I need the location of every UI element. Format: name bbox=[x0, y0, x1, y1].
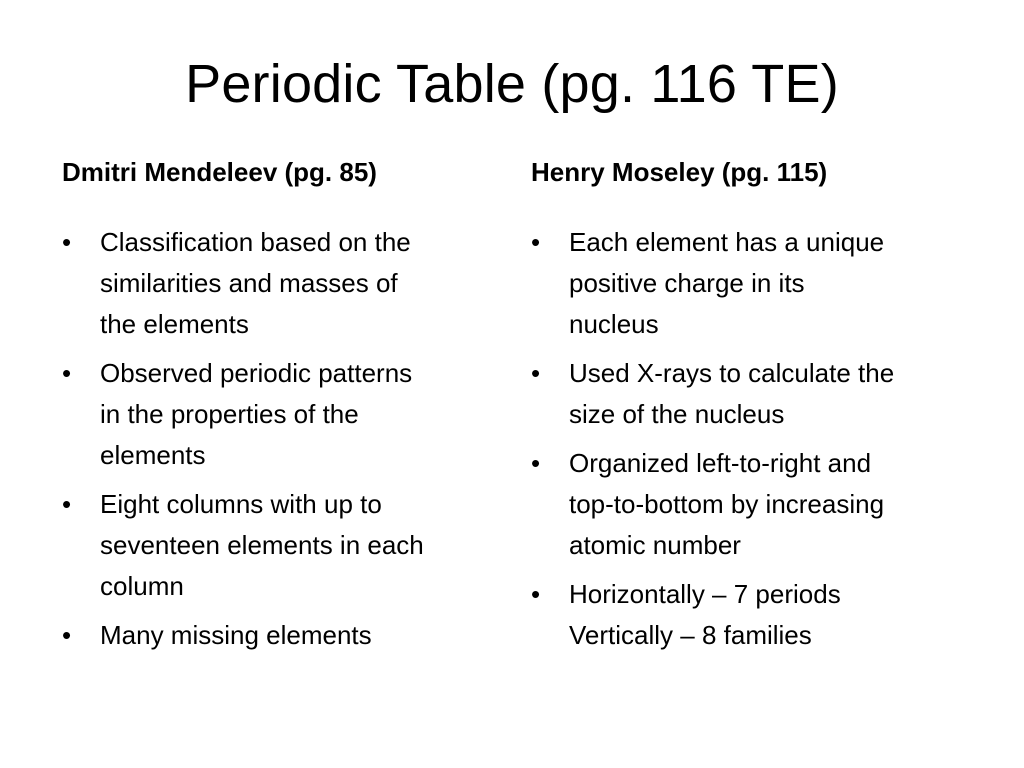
bullet-dot-icon: • bbox=[531, 358, 541, 388]
bullet-line: nucleus bbox=[569, 309, 659, 339]
bullet-dot-icon: • bbox=[62, 620, 72, 650]
left-column-heading: Dmitri Mendeleev (pg. 85) bbox=[62, 157, 377, 187]
bullet-line: in the properties of the bbox=[100, 399, 359, 429]
bullet-line: atomic number bbox=[569, 530, 741, 560]
bullet-dot-icon: • bbox=[62, 227, 72, 257]
right-bullet-4 bbox=[531, 574, 971, 656]
left-bullet-1 bbox=[62, 222, 502, 345]
left-bullet-2 bbox=[62, 353, 502, 476]
bullet-line: Horizontally – 7 periods bbox=[569, 579, 841, 609]
right-bullet-1 bbox=[531, 222, 971, 345]
right-bullet-list bbox=[531, 222, 971, 656]
bullet-line: top-to-bottom by increasing bbox=[569, 489, 885, 519]
bullet-text bbox=[100, 222, 502, 345]
bullet-text bbox=[569, 574, 971, 656]
bullet-line: Eight columns with up to bbox=[100, 489, 382, 519]
left-column bbox=[62, 152, 502, 664]
bullet-text bbox=[569, 443, 971, 566]
bullet-line: Used X-rays to calculate the bbox=[569, 358, 895, 388]
bullet-dot-icon: • bbox=[62, 358, 72, 388]
right-column-heading: Henry Moseley (pg. 115) bbox=[531, 157, 828, 187]
bullet-text bbox=[569, 222, 971, 345]
bullet-line: elements bbox=[100, 440, 206, 470]
bullet-line: the elements bbox=[100, 309, 249, 339]
bullet-dot-icon: • bbox=[531, 579, 541, 609]
right-column bbox=[531, 152, 971, 664]
bullet-line: Many missing elements bbox=[100, 620, 372, 650]
slide-title: Periodic Table (pg. 116 TE) bbox=[185, 54, 839, 114]
right-bullet-3 bbox=[531, 443, 971, 566]
bullet-text bbox=[100, 484, 502, 607]
bullet-text bbox=[100, 615, 502, 656]
bullet-line: positive charge in its bbox=[569, 268, 805, 298]
right-bullet-2 bbox=[531, 353, 971, 435]
bullet-text bbox=[100, 353, 502, 476]
bullet-dot-icon: • bbox=[531, 227, 541, 257]
bullet-line: size of the nucleus bbox=[569, 399, 785, 429]
bullet-line: column bbox=[100, 571, 184, 601]
bullet-line: seventeen elements in each bbox=[100, 530, 424, 560]
bullet-line: Classification based on the bbox=[100, 227, 411, 257]
bullet-line: similarities and masses of bbox=[100, 268, 398, 298]
left-bullet-4 bbox=[62, 615, 502, 656]
left-bullet-list bbox=[62, 222, 502, 656]
left-bullet-3 bbox=[62, 484, 502, 607]
bullet-line: Each element has a unique bbox=[569, 227, 885, 257]
bullet-dot-icon: • bbox=[62, 489, 72, 519]
bullet-line: Vertically – 8 families bbox=[569, 620, 812, 650]
bullet-line: Organized left-to-right and bbox=[569, 448, 872, 478]
bullet-line: Observed periodic patterns bbox=[100, 358, 413, 388]
bullet-dot-icon: • bbox=[531, 448, 541, 478]
bullet-text bbox=[569, 353, 971, 435]
